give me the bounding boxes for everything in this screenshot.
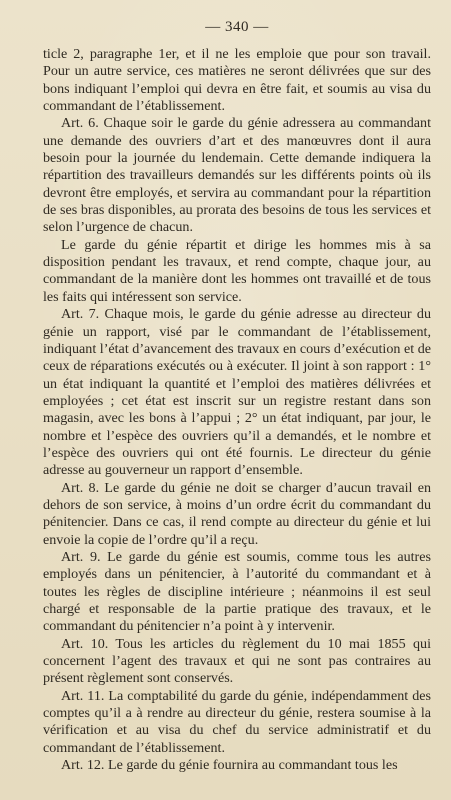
paragraph-continuation: ticle 2, paragraphe 1er, et il ne les emploie que pour son travail. Pour un autre service, ces matières ne seront délivrées que sur des bons indiquant l’emploi qui devra en être fait, et soumis au visa du commandant de l’établissement. (43, 46, 431, 115)
paragraph-article-7: Art. 7. Chaque mois, le garde du génie adresse au directeur du génie un rapport, visé par le commandant de l’établissement, indiquant l’état d’avancement des travaux en cours d’exécution et de ceux de réparations exécutés ou à exécuter. Il joint à son rapport : 1° un état indiquant la quantité et l’emploi des matières délivrées et employées ; cet état est inscrit sur un registre restant dans son magasin, avec les bons à l’appui ; 2° un état indiquant, par jour, le nombre et l’espèce des ouvriers qu’il a demandés, et le nombre et l’espèce des ouvriers qui ont été fournis. Le directeur du génie adresse au gouverneur un rapport d’ensemble. (43, 306, 431, 479)
page-number: — 340 — (205, 19, 269, 35)
paragraph-article-10: Art. 10. Tous les articles du règlement du 10 mai 1855 qui concernent l’agent des travaux et qui ne sont pas contraires au présent règlement sont conservés. (43, 635, 431, 687)
paragraph-article-6: Art. 6. Chaque soir le garde du génie adressera au commandant une demande des ouvriers d’art et des manœuvres dont il aura besoin pour la journée du lendemain. Cette demande indiquera la répartition des travailleurs demandés sur les différents points où ils devront être employés, et servira au commandant pour la répartition de ses bras disponibles, au prorata des besoins de tous les services et selon l’urgence de chacun. (43, 115, 431, 236)
paragraph-article-11: Art. 11. La comptabilité du garde du génie, indépendamment des comptes qu’il a à rendre au directeur du génie, restera soumise à la vérification et au visa du chef du service administratif et du commandant de l’établissement. (43, 687, 431, 756)
paragraph-article-9: Art. 9. Le garde du génie est soumis, comme tous les autres employés dans un pénitencier, à l’autorité du commandant et à toutes les règles de discipline intérieure ; néanmoins il est seul chargé et responsable de la partie pratique des travaux, et le commandant du pénitencier n’a point à y intervenir. (43, 548, 431, 635)
paragraph-garde-repartit: Le garde du génie répartit et dirige les hommes mis à sa disposition pendant les travaux, et rend compte, chaque jour, au commandant de la manière dont les hommes ont travaillé et de tous les faits qui intéressent son service. (43, 236, 431, 305)
paragraph-article-12: Art. 12. Le garde du génie fournira au commandant tous les (61, 757, 398, 774)
paragraph-article-8: Art. 8. Le garde du génie ne doit se charger d’aucun travail en dehors de son service, à moins d’un ordre écrit du commandant du pénitencier. Dans ce cas, il rend compte au directeur du génie et lui envoie la copie de l’ordre qu’il a reçu. (43, 479, 431, 548)
body-text (43, 46, 431, 774)
